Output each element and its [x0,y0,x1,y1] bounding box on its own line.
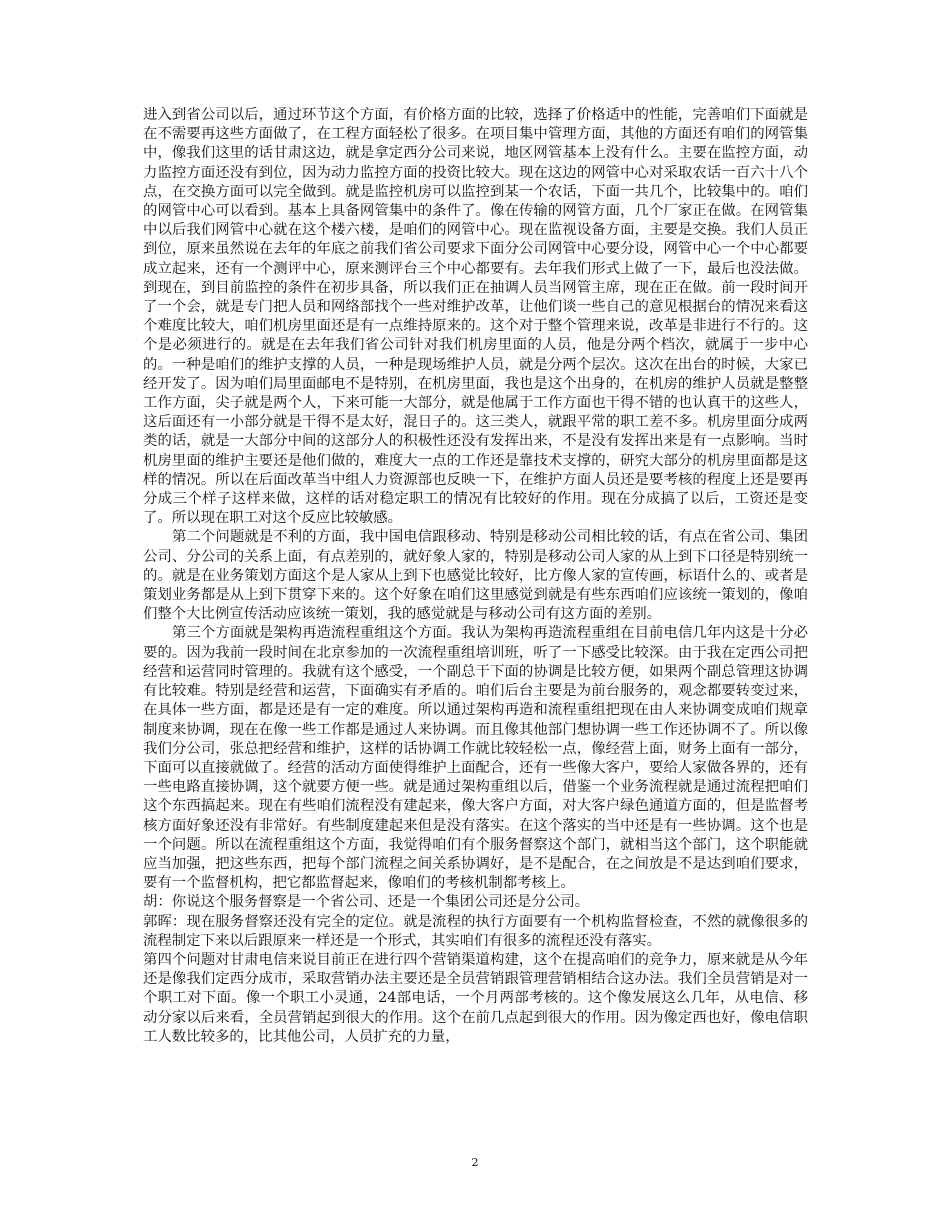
paragraph-question-hu: 胡：你说这个服务督察是一个省公司、还是一个集团公司还是分公司。 [143,894,590,911]
paragraph-second-issue: 第二个问题就是不利的方面，我中国电信跟移动、特别是移动公司相比较的话，有点在省公司、集团公司、分公司的关系上面，有点差别的，就好象人家的，特别是移动公司人家的从上到下口径是特别统一的。就是在业务策划方面这个是人家从上到下也感觉比较好，比方像人家的宣传画，标语什么的、或者是策划业务都是从上到下贯穿下来的。这个好象在咱们这里感觉到就是有些东西咱们应该统一策划的，像咱们整个大比例宣传活动应该统一策划，我的感觉就是与移动公司有这方面的差别。 [143,529,808,623]
paragraph-network-management: 进入到省公司以后，通过环节这个方面，有价格方面的比较，选择了价格适中的性能，完善咱们下面就是在不需要再这些方面做了，在工程方面轻松了很多。在项目集中管理方面，其他的方面还有咱们的网管集中，像我们这里的话甘肃这边，就是拿定西分公司来说，地区网管基本上没有什么。主要在监控方面，动力监控方面还没有到位，因为动力监控方面的投资比较大。现在这边的网管中心对采取农话一百六十八个点，在交换方面可以完全做到。就是监控机房可以监控到某一个农话，下面一共几个，比较集中的。咱们的网管中心可以看到。基本上具备网管集中的条件了。像在传输的网管方面，几个厂家正在做。在网管集中以后我们网管中心就在这个楼六楼，是咱们的网管中心。现在监视设备方面，主要是交换。我们人员正到位，原来虽然说在去年的年底之前我们省公司要求下面分公司网管中心要分设，网管中心一个中心都要成立起来，还有一个测评中心，原来测评台三个中心都要有。去年我们形式上做了一下，最后也没法做。到现在，到目前监控的条件在初步具备，所以我们正在抽调人员当网管主席，现在正在做。前一段时间开了一个会，就是专门把人员和网络部找个一些对维护改革，让他们谈一些自己的意见根据台的情况来看这个难度比较大，咱们机房里面还是有一点维持原来的。这个对于整个管理来说，改革是非进行不行的。这个是必须进行的。就是在去年我们省公司针对我们机房里面的人员，他是分两个档次，就属于一步中心的。一种是咱们的维护支撑的人员，一种是现场维护人员，就是分两个层次。这次在出台的时候，大家已经开发了。因为咱们局里面邮电不是特别，在机房里面，我也是这个出身的，在机房的维护人员就是整整工作方面，尖子就是两个人，下来可能一大部分，就是他属于工作方面也干得不错的也认真干的这些人，这后面还有一小部分就是干得不是太好，混日子的。这三类人，就跟平常的职工差不多。机房里面分成两类的话，就是一大部分中间的这部分人的积极性还没有发挥出来，不是没有发挥出来是有一点影响。当时机房里面的维护主要还是他们做的，难度大一点的工作还是靠技术支撑的，研究大部分的机房里面都是这样的情况。所以在后面改革当中组人力资源部也反映一下，在维护方面人员还是要考核的程度上还是要再分成三个样子这样来做，这样的话对稳定职工的情况有比较好的作用。现在分成搞了以后，工资还是变了。所以现在职工对这个反应比较敏感。 [143,107,808,527]
paragraph-answer-guohui: 郭晖：现在服务督察还没有完全的定位。就是流程的执行方面要有一个机构监督检查，不然的就像很多的流程制定下来以后跟原来一样还是一个形式，其实咱们有很多的流程还没有落实。 [143,913,808,949]
paragraph-fourth-issue: 第四个问题对甘肃电信来说目前正在进行四个营销渠道构建，这个在提高咱们的竞争力，原来就是从今年还是像我们定西分成市，采取营销办法主要还是全员营销跟管理营销相结合这办法。我们全员营销是对一个职工对下面。像一个职工小灵通，24部电话，一个月两部考核的。这个像发展这么几年，从电信、移动分家以后来看，全员营销起到很大的作用。这个在前几点起到很大的作用。因为像定西也好，像电信职工人数比较多的，比其他公司，人员扩充的力量， [143,951,808,1045]
paragraph-third-aspect: 第三个方面就是架构再造流程重组这个方面。我认为架构再造流程重组在目前电信几年内这是十分必要的。因为我前一段时间在北京参加的一次流程重组培训班，听了一下感受比较深。由于我在定西公司把经营和运营同时管理的。我就有这个感受，一个副总干下面的协调是比较方便，如果两个副总管理这协调有比较难。特别是经营和运营，下面确实有矛盾的。咱们后台主要是为前台服务的，观念都要转变过来，在具体一些方面，都是还是有一定的难度。所以通过架构再造和流程重组把现在由人来协调变成咱们规章制度来协调，现在在像一些工作都是通过人来协调。而且像其他部门想协调一些工作还协调不了。所以像我们分公司，张总把经营和维护，这样的话协调工作就比较轻松一点，像经营上面，财务上面有一部分，下面可以直接就做了。经营的活动方面使得维护上面配合，还有一些像大客户，要给人家做各界的，还有一些电路直接协调，这个就要方便一些。就是通过架构重组以后，借鉴一个业务流程就是通过流程把咱们这个东西搞起来。现在有些咱们流程没有建起来，像大客户方面，对大客户绿色通道方面的，但是监督考核方面好象还没有非常好。有些制度建起来但是没有落实。在这个落实的当中还是有一些协调。这个也是一个问题。所以在流程重组这个方面，我觉得咱们有个服务督察这个部门，就相当这个部门，这个职能就应当加强，把这些东西，把每个部门流程之间关系协调好，是不是配合，在之间放是不是达到咱们要求，要有一个监督机构，把它都监督起来，像咱们的考核机制都考核上。 [143,625,808,892]
document-body [143,106,808,1047]
page-number: 2 [471,1156,479,1169]
